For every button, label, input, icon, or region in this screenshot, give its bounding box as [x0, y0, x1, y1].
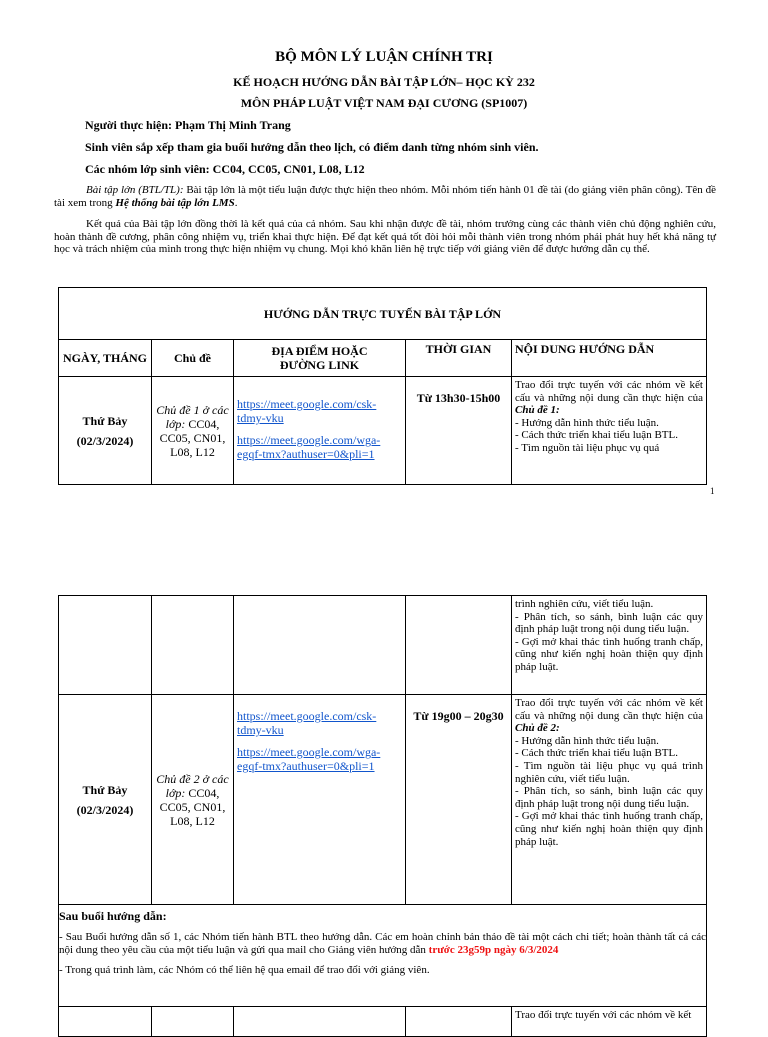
- row1-date-cell: [59, 377, 152, 485]
- after-paragraph-2: - Trong quá trình làm, các Nhóm có thể liên hệ qua email để trao đổi với giảng viên.: [59, 964, 430, 977]
- list-item: - Tìm nguồn tài liệu phục vụ quá: [515, 441, 660, 454]
- after-session-cell: [59, 905, 707, 1007]
- list-item: - Phân tích, so sánh, bình luận các quy định pháp luật trong nội dung tiểu luận.: [515, 610, 703, 636]
- table-title: HƯỚNG DẪN TRỰC TUYẾN BÀI TẬP LỚN: [59, 288, 707, 340]
- header-line-2: KẾ HOẠCH HƯỚNG DẪN BÀI TẬP LỚN– HỌC KỲ 232: [233, 75, 535, 89]
- intro-p1-text: Bài tập lớn là một tiểu luận được thực hiện theo nhóm. Mỗi nhóm tiến hành 01 đề tài (do giảng viên phân công). Tên đề tài xem trong: [54, 184, 716, 209]
- list-item: - Gợi mở khai thác tình huống tranh chấp, cũng như kiến nghị hoàn thiện quy định pháp luật.: [515, 810, 703, 848]
- row2-links-cell: [234, 695, 406, 905]
- row2-date-cell: [59, 695, 152, 905]
- list-item: - Gợi mở khai thác tình huống tranh chấp, cũng như kiến nghị hoàn thiện quy định pháp luật.: [515, 635, 703, 673]
- schedule-table: [58, 287, 707, 485]
- header-content: NỘI DUNG HƯỚNG DẪN: [512, 340, 707, 377]
- header-line-3: MÔN PHÁP LUẬT VIỆT NAM ĐẠI CƯƠNG (SP1007): [240, 96, 528, 110]
- meet-link-2[interactable]: https://meet.google.com/wga-egqf-tmx?authuser=0&pli=1: [237, 745, 381, 773]
- row2-topic-cell: Chủ đề 2 ở các lớp: CC04, CC05, CN01, L08, L12: [152, 695, 234, 905]
- list-item: - Phân tích, so sánh, bình luận các quy định pháp luật trong nội dung tiểu luận.: [515, 785, 703, 810]
- list-item: - Hướng dẫn hình thức tiểu luận.: [515, 734, 659, 747]
- row1-topic-cell: Chủ đề 1 ở các lớp: CC04, CC05, CN01, L08, L12: [152, 377, 234, 485]
- students-line: Sinh viên sắp xếp tham gia buổi hướng dẫn theo lịch, có điểm danh từng nhóm sinh viên.: [85, 140, 539, 154]
- row2-date: (02/3/2024): [76, 802, 134, 817]
- meet-link-1[interactable]: https://meet.google.com/csk-tdmy-vku: [237, 397, 377, 425]
- after-session-row: [59, 905, 707, 1007]
- meet-link-2[interactable]: https://meet.google.com/wga-egqf-tmx?authuser=0&pli=1: [237, 433, 381, 461]
- after-paragraph-1: - Sau Buổi hướng dẫn số 1, các Nhóm tiến hành BTL theo hướng dẫn. Các em hoàn chỉnh bản thảo đề tài một cách chi tiết; hoàn thành tất cả các nội dung theo yêu cầu của một tiểu luận và gửi qua mail cho Giảng viên hướng dẫn trước 23g59p ngày 6/3/2024: [59, 931, 706, 956]
- row1-day: Thứ Bảy: [82, 413, 128, 428]
- intro-paragraph-1: Bài tập lớn (BTL/TL): Bài tập lớn là một tiểu luận được thực hiện theo nhóm. Mỗi nhóm tiến hành 01 đề tài (do giảng viên phân công). Tên đề tài xem trong Hệ thống bài tập lớn LMS.: [54, 184, 716, 209]
- groups-line: Các nhóm lớp sinh viên: CC04, CC05, CN01, L08, L12: [85, 162, 365, 176]
- row2-day: Thứ Bảy: [82, 782, 128, 797]
- next-row-content: Trao đổi trực tuyến với các nhóm về kết: [512, 1007, 707, 1037]
- header-location: ĐỊA ĐIỂM HOẶC ĐƯỜNG LINK: [234, 340, 406, 377]
- row1-cont-content-cell: [512, 596, 707, 695]
- lms-system-name: Hệ thống bài tập lớn LMS: [115, 196, 235, 209]
- after-title: Sau buổi hướng dẫn:: [59, 909, 167, 923]
- table-row: [59, 596, 707, 695]
- deadline-text: trước 23g59p ngày 6/3/2024: [428, 943, 559, 956]
- row1-links-cell: [234, 377, 406, 485]
- table-row: [59, 377, 707, 485]
- list-item: trình nghiên cứu, viết tiểu luận.: [515, 598, 654, 610]
- header-line-1: BỘ MÔN LÝ LUẬN CHÍNH TRỊ: [275, 49, 493, 65]
- intro-paragraph-2: Kết quả của Bài tập lớn đồng thời là kết quả của cả nhóm. Sau khi nhận được đề tài, nhóm trưởng cùng các thành viên chủ động nghiên cứu, hoàn thành đề cương, phân công nhiệm vụ, triển khai thực hiện. Để đạt kết quả tốt đòi hỏi mỗi thành viên trong nhóm phải phát huy hết khả năng tự học và trách nhiệm của mình trong thực hiện nhiệm vụ chung. Mọi khó khăn liên hệ trực tiếp với giảng viên để được hướng dẫn cụ thể.: [54, 218, 716, 256]
- list-item: - Cách thức triển khai tiểu luận BTL.: [515, 429, 678, 442]
- header-date: NGÀY, THÁNG: [59, 340, 152, 377]
- meet-link-1[interactable]: https://meet.google.com/csk-tdmy-vku: [237, 709, 377, 737]
- header-topic: Chủ đề: [152, 340, 234, 377]
- header-time: THỜI GIAN: [406, 340, 512, 377]
- btl-label: Bài tập lớn (BTL/TL):: [86, 184, 184, 196]
- person-line: Người thực hiện: Phạm Thị Minh Trang: [85, 118, 291, 132]
- row1-time: Từ 13h30-15h00: [406, 377, 512, 485]
- list-item: - Tìm nguồn tài liệu phục vụ quá trình nghiên cứu, viết tiểu luận.: [515, 759, 703, 785]
- row1-date: (02/3/2024): [76, 433, 134, 448]
- list-item: - Hướng dẫn hình thức tiểu luận.: [515, 416, 659, 429]
- row1-content-cell: Trao đổi trực tuyến với các nhóm về kết cấu và những nội dung cần thực hiện của Chủ đề 1: - Hướng dẫn hình thức tiểu luận. - Cách thức triển khai tiểu luận BTL. - Tìm nguồn tài liệu phục vụ quá: [512, 377, 707, 485]
- table-row: [59, 695, 707, 905]
- list-item: - Cách thức triển khai tiểu luận BTL.: [515, 747, 678, 760]
- row2-time: Từ 19g00 – 20g30: [406, 695, 512, 905]
- row2-content-cell: Trao đổi trực tuyến với các nhóm về kết cấu và những nội dung cần thực hiện của Chủ đề 2: - Hướng dẫn hình thức tiểu luận. - Cách thức triển khai tiểu luận BTL. - Tìm nguồn tài liệu phục vụ quá trình nghiên cứu, viết tiểu luận. - Phân tích, so sánh, bình luận các quy định pháp luật trong nội dung tiểu luận. - Gợi mở khai thác tình huống tranh chấp, cũng như kiến nghị hoàn thiện quy định pháp luật.: [512, 695, 707, 905]
- schedule-table-continued: [58, 595, 707, 1037]
- page-number: 1: [710, 486, 715, 496]
- table-row: [59, 1007, 707, 1037]
